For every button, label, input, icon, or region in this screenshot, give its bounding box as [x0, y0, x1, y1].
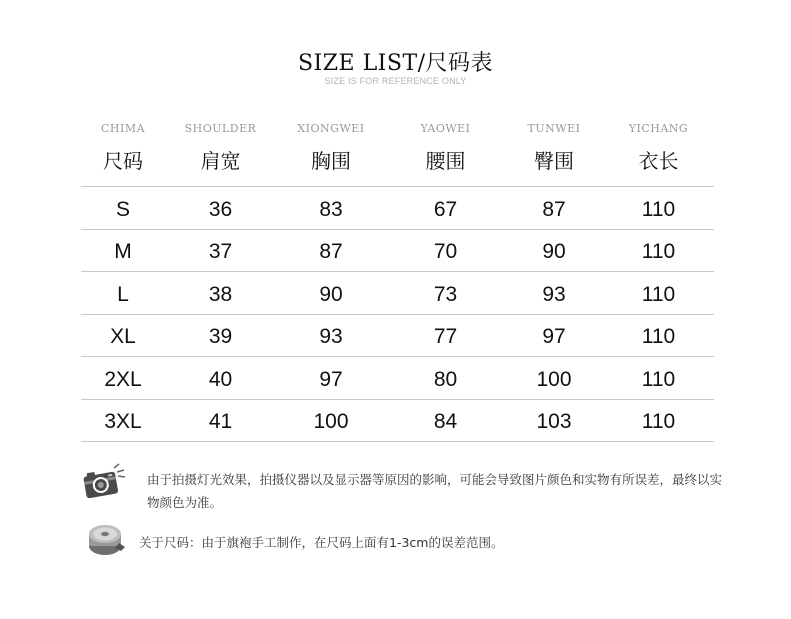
table-cell: 97	[542, 325, 566, 349]
column-header: 臀围	[534, 148, 574, 173]
table-cell: 70	[433, 240, 458, 264]
column-header: 胸围	[311, 148, 351, 173]
page-title: SIZE LIST/尺码表	[297, 51, 494, 76]
table-cell: 3XL	[104, 410, 142, 434]
measuring-tape-icon	[81, 520, 131, 562]
table-cell: 37	[208, 240, 233, 264]
pinyin-label: YAOWEI	[420, 121, 471, 135]
table-row	[81, 357, 714, 400]
camera-icon	[81, 462, 131, 504]
table-cell: 93	[542, 282, 566, 306]
table-cell: L	[117, 282, 129, 306]
pinyin-label: YICHANG	[628, 121, 689, 135]
table-cell: 100	[313, 410, 349, 434]
table-cell: 110	[641, 282, 676, 306]
pinyin-label: XIONGWEI	[297, 121, 365, 135]
table-cell: 110	[641, 367, 676, 391]
column-header: 衣长	[638, 148, 679, 173]
column-header: 肩宽	[200, 148, 241, 173]
size-tolerance-note	[81, 520, 503, 562]
table-cell: 67	[433, 197, 458, 221]
page-subtitle: SIZE IS FOR REFERENCE ONLY	[324, 76, 467, 86]
table-row	[81, 400, 714, 443]
table-cell: 73	[433, 282, 458, 306]
column-header: 腰围	[425, 148, 466, 173]
table-cell: 77	[433, 325, 458, 349]
table-cell: S	[115, 197, 130, 221]
table-cell: XL	[110, 325, 136, 349]
table-cell: 110	[641, 240, 676, 264]
pinyin-label: SHOULDER	[184, 121, 257, 135]
table-row	[81, 187, 714, 230]
column-header-row	[81, 140, 714, 187]
table-cell: 84	[433, 410, 458, 434]
table-cell: 87	[542, 197, 566, 221]
table-cell: 103	[536, 410, 572, 434]
pinyin-label: TUNWEI	[527, 121, 581, 135]
table-cell: 87	[319, 240, 343, 264]
table-cell: 90	[542, 240, 566, 264]
note-text: 由于拍摄灯光效果，拍摄仪器以及显示器等原因的影响，可能会导致图片颜色和实物有所误差，最终以实物颜色为准。	[147, 472, 723, 510]
table-cell: 2XL	[104, 367, 142, 391]
pinyin-header-row	[81, 116, 714, 140]
table-cell: 110	[641, 410, 676, 434]
column-header: 尺码	[103, 148, 143, 173]
table-cell: 100	[536, 367, 572, 391]
table-cell: 110	[641, 197, 676, 221]
pinyin-label: CHIMA	[100, 121, 146, 135]
table-cell: 97	[319, 367, 343, 391]
table-cell: 38	[208, 282, 233, 306]
title-block	[0, 46, 791, 77]
table-cell: 39	[208, 325, 233, 349]
table-cell: 83	[319, 197, 343, 221]
table-row	[81, 272, 714, 315]
table-row	[81, 315, 714, 358]
table-cell: M	[114, 240, 132, 264]
size-table	[81, 116, 714, 442]
table-row	[81, 230, 714, 273]
table-cell: 110	[641, 325, 676, 349]
table-cell: 41	[208, 410, 233, 434]
note-text: 关于尺码：由于旗袍手工制作，在尺码上面有1-3cm的误差范围。	[139, 535, 504, 550]
table-cell: 93	[319, 325, 343, 349]
table-cell: 40	[208, 367, 233, 391]
color-disclaimer-note	[81, 462, 727, 514]
table-cell: 36	[208, 197, 233, 221]
table-cell: 90	[319, 282, 343, 306]
table-cell: 80	[433, 367, 458, 391]
